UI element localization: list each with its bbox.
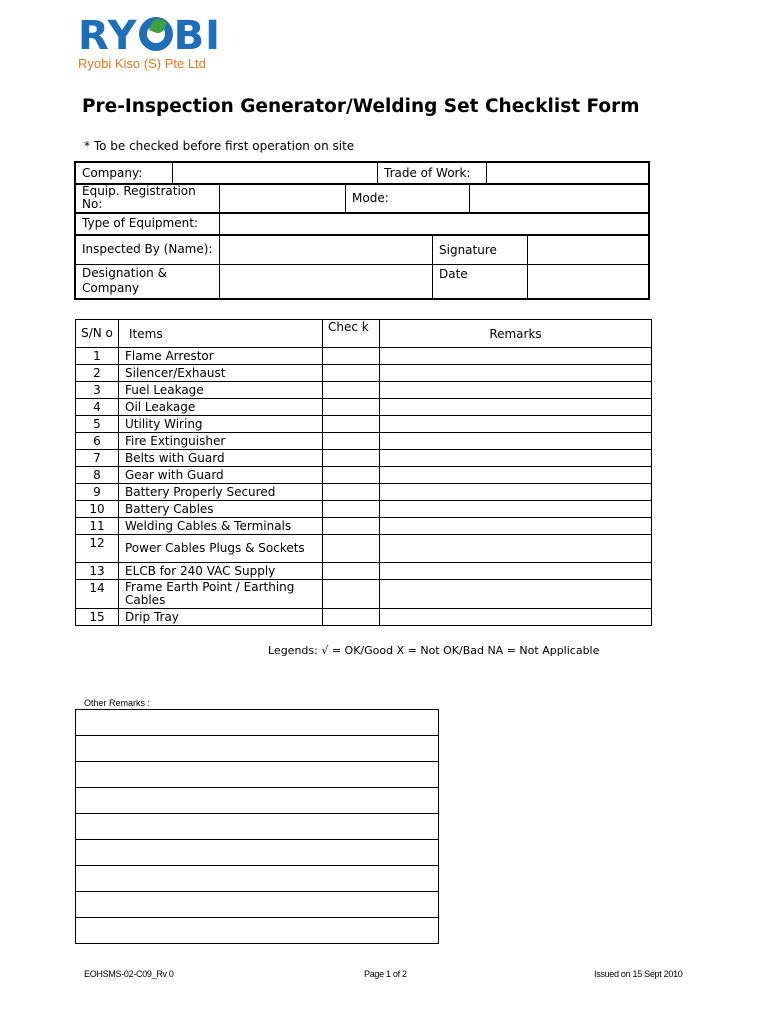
row-item: Silencer/Exhaust xyxy=(119,365,323,382)
row-item: Drip Tray xyxy=(119,609,323,626)
row-check-cell[interactable] xyxy=(323,609,380,626)
checklist-row xyxy=(76,535,652,563)
legend-text: Legends: √ = OK/Good X = Not OK/Bad NA = Not Applicable xyxy=(268,644,600,657)
row-sn: 10 xyxy=(76,501,119,518)
checklist-row xyxy=(76,467,652,484)
signature-field[interactable] xyxy=(528,235,650,265)
check-header: Chec k xyxy=(323,320,380,348)
checklist-row xyxy=(76,580,652,609)
remarks-line[interactable] xyxy=(76,736,439,762)
row-remarks-cell[interactable] xyxy=(380,501,652,518)
date-field[interactable] xyxy=(528,265,650,299)
page-title: Pre-Inspection Generator/Welding Set Checklist Form xyxy=(82,96,640,117)
row-sn: 6 xyxy=(76,433,119,450)
row-item: Power Cables Plugs & Sockets xyxy=(119,535,323,563)
footer-page-number: Page 1 of 2 xyxy=(364,969,407,979)
remarks-line[interactable] xyxy=(76,892,439,918)
remarks-line[interactable] xyxy=(76,710,439,736)
remarks-header: Remarks xyxy=(380,320,652,348)
row-remarks-cell[interactable] xyxy=(380,450,652,467)
inspected-field[interactable] xyxy=(220,235,433,265)
inspected-label: Inspected By (Name): xyxy=(75,235,220,265)
row-item: Battery Properly Secured xyxy=(119,484,323,501)
row-remarks-cell[interactable] xyxy=(380,518,652,535)
row-check-cell[interactable] xyxy=(323,467,380,484)
row-item: Fuel Leakage xyxy=(119,382,323,399)
sn-header: S/N o xyxy=(76,320,119,348)
row-check-cell[interactable] xyxy=(323,382,380,399)
row-sn: 2 xyxy=(76,365,119,382)
checklist-row xyxy=(76,348,652,365)
equip-reg-field[interactable] xyxy=(220,184,346,213)
row-remarks-cell[interactable] xyxy=(380,563,652,580)
row-check-cell[interactable] xyxy=(323,563,380,580)
checklist-row xyxy=(76,518,652,535)
equip-reg-label: Equip. Registration No: xyxy=(75,184,220,213)
trade-field[interactable] xyxy=(487,162,650,184)
row-sn: 4 xyxy=(76,399,119,416)
row-remarks-cell[interactable] xyxy=(380,433,652,450)
row-item: Flame Arrestor xyxy=(119,348,323,365)
row-item: Welding Cables & Terminals xyxy=(119,518,323,535)
row-check-cell[interactable] xyxy=(323,348,380,365)
other-remarks-table xyxy=(75,709,439,944)
info-table xyxy=(74,161,650,185)
row-check-cell[interactable] xyxy=(323,450,380,467)
checklist-row xyxy=(76,365,652,382)
type-label: Type of Equipment: xyxy=(75,213,220,235)
checklist-row xyxy=(76,399,652,416)
checklist-row xyxy=(76,433,652,450)
row-check-cell[interactable] xyxy=(323,501,380,518)
row-item: Battery Cables xyxy=(119,501,323,518)
company-field[interactable] xyxy=(173,162,378,184)
checklist-row xyxy=(76,609,652,626)
checklist-row xyxy=(76,450,652,467)
row-remarks-cell[interactable] xyxy=(380,580,652,609)
row-sn: 8 xyxy=(76,467,119,484)
remarks-line[interactable] xyxy=(76,918,439,944)
other-remarks-label: Other Remarks : xyxy=(84,698,151,708)
row-remarks-cell[interactable] xyxy=(380,382,652,399)
mode-label: Mode: xyxy=(346,184,470,213)
date-label: Date xyxy=(433,265,528,299)
row-remarks-cell[interactable] xyxy=(380,484,652,501)
checklist-row xyxy=(76,563,652,580)
type-field[interactable] xyxy=(220,213,650,235)
row-check-cell[interactable] xyxy=(323,399,380,416)
row-remarks-cell[interactable] xyxy=(380,399,652,416)
signature-label: Signature xyxy=(433,235,528,265)
logo-text-end: BI xyxy=(173,13,221,59)
company-name: Ryobi Kiso (S) Pte Ltd xyxy=(78,56,206,71)
remarks-line[interactable] xyxy=(76,762,439,788)
footer-issued-date: Issued on 15 Sept 2010 xyxy=(594,969,683,979)
row-sn: 3 xyxy=(76,382,119,399)
row-item: ELCB for 240 VAC Supply xyxy=(119,563,323,580)
row-item: Oil Leakage xyxy=(119,399,323,416)
row-remarks-cell[interactable] xyxy=(380,416,652,433)
remarks-line[interactable] xyxy=(76,788,439,814)
info-table-row4 xyxy=(74,234,650,300)
row-sn: 15 xyxy=(76,609,119,626)
info-table-row2 xyxy=(74,183,650,214)
checklist-row xyxy=(76,416,652,433)
checklist-row xyxy=(76,484,652,501)
row-sn: 14 xyxy=(76,580,119,609)
row-remarks-cell[interactable] xyxy=(380,535,652,563)
ryobi-logo xyxy=(78,14,221,58)
footer-doc-code: EOHSMS-02-C09_Rv 0 xyxy=(84,969,174,979)
row-sn: 1 xyxy=(76,348,119,365)
row-sn: 11 xyxy=(76,518,119,535)
row-sn: 5 xyxy=(76,416,119,433)
row-check-cell[interactable] xyxy=(323,535,380,563)
row-check-cell[interactable] xyxy=(323,518,380,535)
row-check-cell[interactable] xyxy=(323,416,380,433)
row-check-cell[interactable] xyxy=(323,484,380,501)
remarks-line[interactable] xyxy=(76,840,439,866)
mode-field[interactable] xyxy=(470,184,650,213)
designation-label: Designation & Company xyxy=(75,265,220,299)
company-label: Company: xyxy=(75,162,173,184)
items-header: Items xyxy=(119,320,323,348)
row-item: Fire Extinguisher xyxy=(119,433,323,450)
info-table-row3 xyxy=(74,212,650,236)
checklist-row xyxy=(76,501,652,518)
row-sn: 12 xyxy=(76,535,119,563)
designation-field[interactable] xyxy=(220,265,433,299)
row-item: Gear with Guard xyxy=(119,467,323,484)
row-remarks-cell[interactable] xyxy=(380,365,652,382)
row-item: Utility Wiring xyxy=(119,416,323,433)
checklist-table xyxy=(75,319,652,626)
remarks-line[interactable] xyxy=(76,814,439,840)
row-sn: 7 xyxy=(76,450,119,467)
row-item: Frame Earth Point / Earthing Cables xyxy=(119,580,323,609)
row-check-cell[interactable] xyxy=(323,580,380,609)
row-remarks-cell[interactable] xyxy=(380,348,652,365)
trade-label: Trade of Work: xyxy=(378,162,487,184)
row-sn: 9 xyxy=(76,484,119,501)
row-remarks-cell[interactable] xyxy=(380,609,652,626)
row-item: Belts with Guard xyxy=(119,450,323,467)
instruction-note: * To be checked before first operation on site xyxy=(84,139,355,153)
remarks-line[interactable] xyxy=(76,866,439,892)
row-check-cell[interactable] xyxy=(323,433,380,450)
row-check-cell[interactable] xyxy=(323,365,380,382)
checklist-row xyxy=(76,382,652,399)
logo-emblem-icon xyxy=(139,17,173,51)
row-remarks-cell[interactable] xyxy=(380,467,652,484)
row-sn: 13 xyxy=(76,563,119,580)
logo-text-start: RY xyxy=(78,13,138,59)
